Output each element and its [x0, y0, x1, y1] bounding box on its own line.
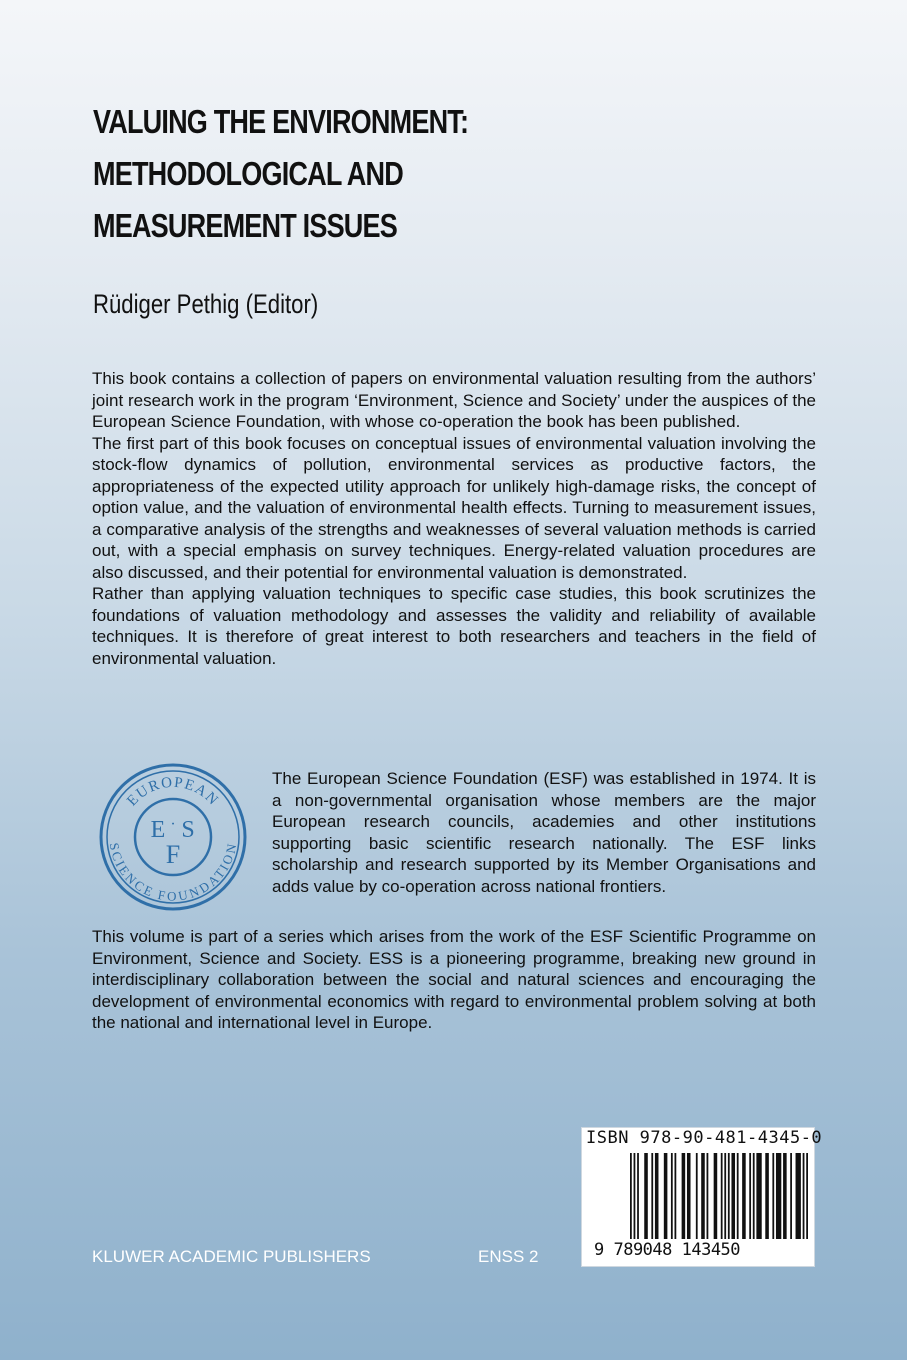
- barcode-bar: [682, 1153, 686, 1239]
- barcode-bar: [644, 1153, 648, 1239]
- title-line-1: VALUING THE ENVIRONMENT:: [93, 103, 469, 140]
- barcode-bar: [737, 1153, 739, 1239]
- barcode-bar: [664, 1153, 668, 1239]
- description-paragraph-2: The first part of this book focuses on conceptual issues of environmental valuation involving the stock-flow dynamics of pollution, environmental services as productive factors, the appropriateness of the expected utility approach for unlikely high-damage risks, the concept of option value, and the valuation of environmental health effects. Turning to measurement issues, a comparative analysis of the strengths and weaknesses of several valuation methods is carried out, with a special emphasis on survey techniques. Energy-related valuation procedures are also discussed, and their potential for environmental valuation is demonstrated.: [92, 433, 816, 582]
- barcode-bar: [765, 1153, 769, 1239]
- series-description: This volume is part of a series which arises from the work of the ESF Scientific Programme on Environment, Science and Society. ESS is a pioneering programme, breaking new ground in interdisciplinary collaboration between the social and natural sciences and encouraging the development of environmental economics with regard to environmental problem solving at both the national and international level in Europe.: [92, 927, 816, 1032]
- book-description: [92, 368, 816, 669]
- logo-ring-top-text: EUROPEAN: [124, 774, 222, 810]
- barcode-bar: [753, 1153, 755, 1239]
- esf-logo: [99, 763, 247, 911]
- esf-description: The European Science Foundation (ESF) was established in 1974. It is a non-governmental organisation whose members are the major European research councils, academies and other institutions supporting basic scientific research nationally. The ESF links scholarship and research supported by its Member Organisations and adds value by co-operation across national frontiers.: [272, 769, 816, 896]
- barcode-bar: [671, 1153, 673, 1239]
- isbn-number: ISBN 978-90-481-4345-0: [586, 1128, 823, 1148]
- barcode-bar: [790, 1153, 792, 1239]
- series-code: ENSS 2: [478, 1247, 539, 1266]
- logo-dot: ·: [170, 816, 176, 833]
- title-line-3: MEASUREMENT ISSUES: [93, 207, 397, 244]
- barcode-bar: [796, 1153, 801, 1239]
- barcode-bar: [651, 1153, 653, 1239]
- barcode-bar: [731, 1153, 735, 1239]
- barcode-bar: [721, 1153, 723, 1239]
- barcode-bar: [637, 1153, 639, 1239]
- barcode-bar: [749, 1153, 751, 1239]
- barcode-bar: [675, 1153, 677, 1239]
- barcode-bar: [806, 1153, 808, 1239]
- barcode-bar: [724, 1153, 726, 1239]
- barcode-bar: [772, 1153, 774, 1239]
- barcode-bar: [655, 1153, 659, 1239]
- description-paragraph-3: Rather than applying valuation techniques to specific case studies, this book scrutinizes the foundations of valuation methodology and assesses the validity and reliability of available techniques. It is therefore of great interest to both researchers and teachers in the field of environmental valuation.: [92, 584, 816, 668]
- logo-letter-s: S: [181, 817, 195, 843]
- barcode-bar: [634, 1153, 636, 1239]
- editor-name: Rüdiger Pethig (Editor): [93, 289, 319, 319]
- publisher-name: KLUWER ACADEMIC PUBLISHERS: [92, 1247, 371, 1266]
- barcode-bar: [742, 1153, 746, 1239]
- logo-letter-e: E: [150, 817, 166, 843]
- barcode-bar: [696, 1153, 698, 1239]
- barcode-bar: [687, 1153, 691, 1239]
- isbn-barcode: [581, 1127, 823, 1267]
- logo-letter-f: F: [165, 840, 181, 869]
- barcode-bar: [756, 1153, 761, 1239]
- barcode-bar: [714, 1153, 718, 1239]
- ean-number: 9 789048 143450: [594, 1240, 741, 1260]
- barcode-bars: [630, 1153, 810, 1241]
- barcode-bar: [783, 1153, 787, 1239]
- title-line-2: METHODOLOGICAL AND: [93, 155, 403, 192]
- barcode-bar: [707, 1153, 709, 1239]
- barcode-bar: [630, 1153, 632, 1239]
- barcode-bar: [803, 1153, 805, 1239]
- description-paragraph-1: This book contains a collection of papers on environmental valuation resulting from the authors’ joint research work in the program ‘Environment, Science and Society’ under the auspices of the European Science Foundation, with whose co-operation the book has been published.: [92, 369, 816, 431]
- barcode-bar: [728, 1153, 730, 1239]
- barcode-bar: [776, 1153, 781, 1239]
- logo-ring-bottom-text: SCIENCE FOUNDATION: [106, 841, 240, 904]
- barcode-bar: [701, 1153, 705, 1239]
- book-title: [93, 96, 585, 252]
